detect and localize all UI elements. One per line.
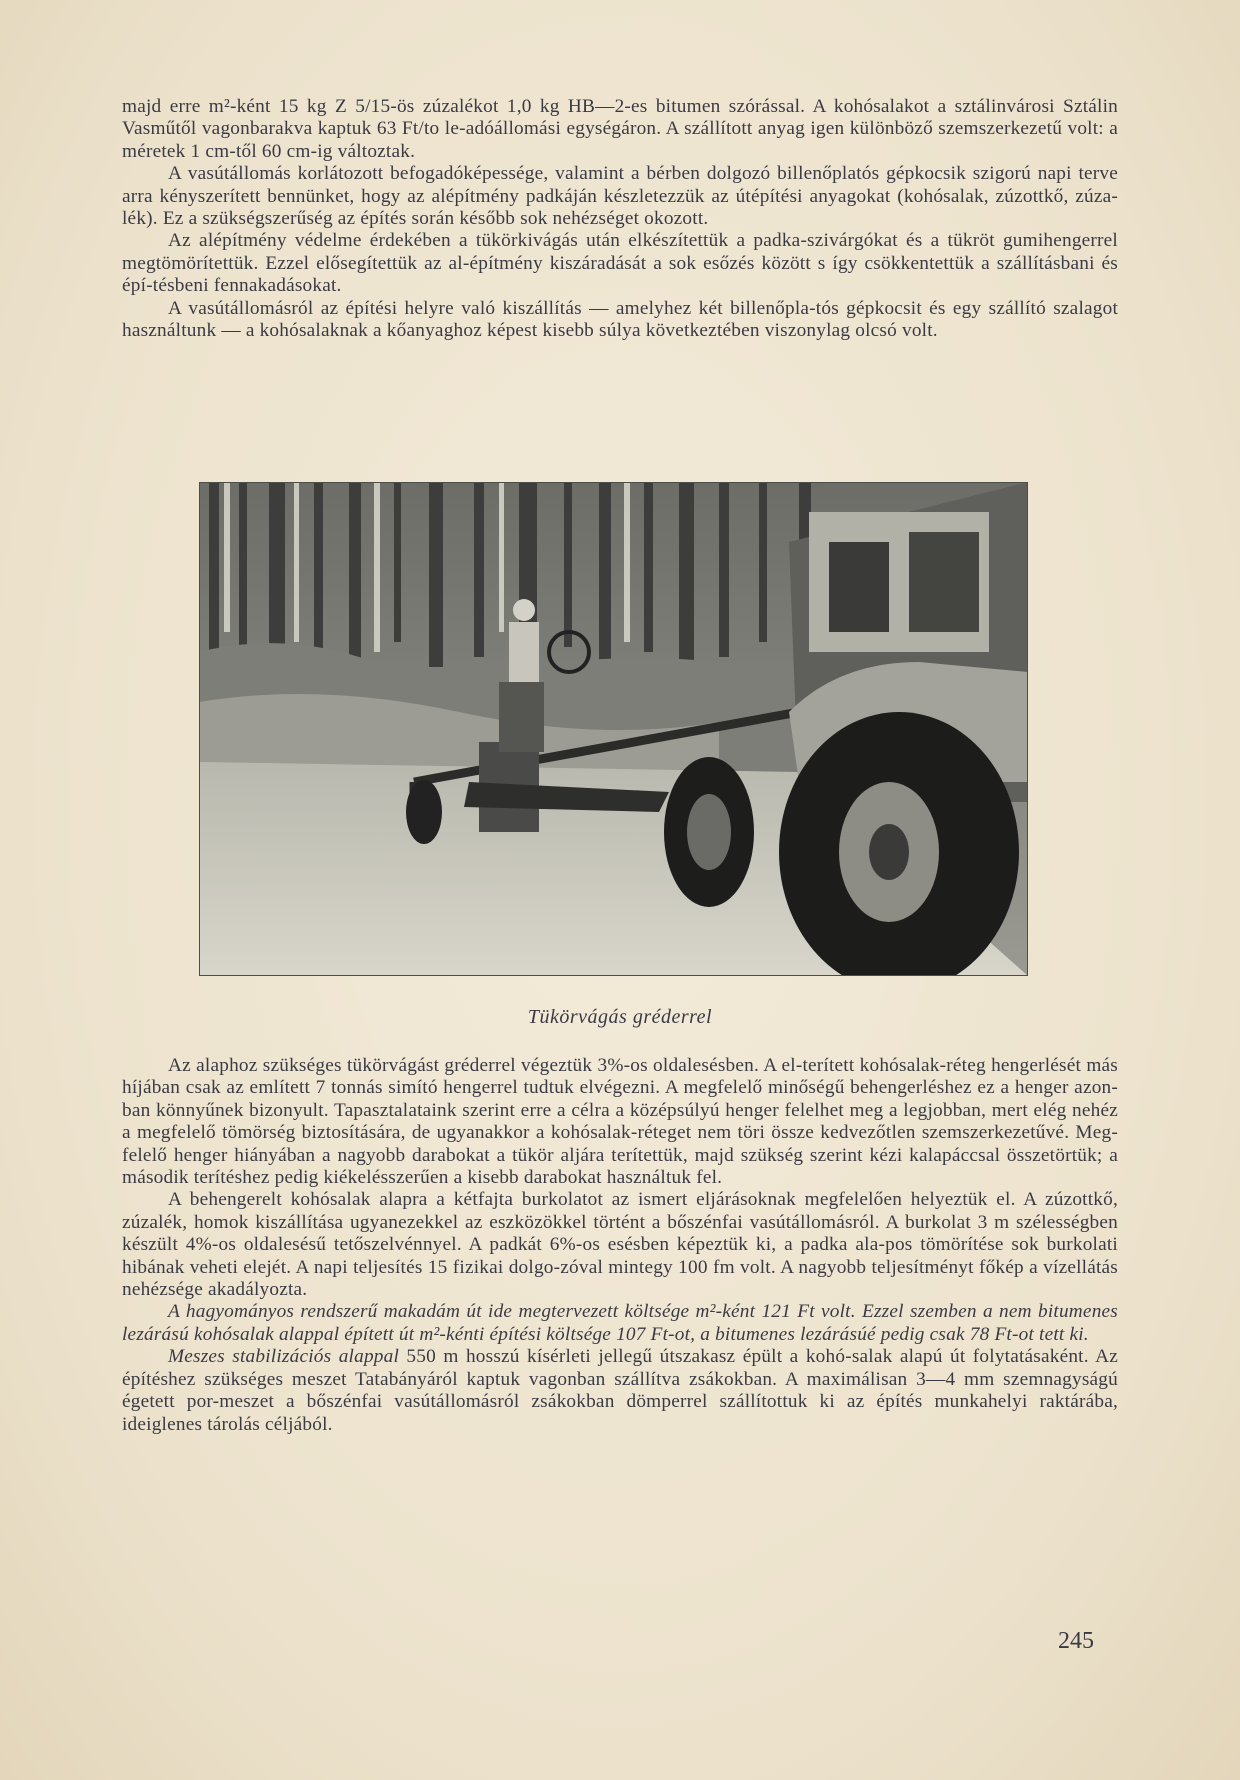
paragraph: A vasútállomásról az építési helyre való kiszállítás — amelyhez két billenőpla-tós gépkocsit és egy szállító szalagot használtunk — a kohósalaknak a kőanyaghoz képest kisebb súlya következtében viszonylag olcsó volt. — [122, 297, 1118, 342]
paragraph-italic: A hagyományos rendszerű makadám út ide megtervezett költsége m²-ként 121 Ft volt. Ezzel szemben a nem bitumenes lezárású kohósalak alappal épített út m²-kénti építési költsége 107 Ft-ot, a bitumenes lezárásúé pedig csak 78 Ft-ot tett ki. — [122, 1301, 1118, 1345]
top-text-block — [122, 96, 1118, 342]
paragraph — [122, 1346, 1118, 1436]
paragraph: A behengerelt kohósalak alapra a kétfajta burkolatot az ismert eljárásoknak megfelelően helyeztük el. A zúzottkő, zúzalék, homok kiszállítása ugyanezekkel az eszközökkel történt a bőszénfai vasútállomásról. A burkolat 3 m szélességben készült 4%-os oldalesésű tetőszelvénnyel. A padkát 6%-os esésben képeztük ki, a padka ala-pos tömörítése sok burkolati hibának veheti elejét. A napi teljesítés 15 fizikai dolgo-zóval mintegy 100 fm volt. A nagyobb teljesítményt főkép a vízellátás nehézsége akadályozta. — [122, 1189, 1118, 1301]
bottom-text-block — [122, 1055, 1118, 1436]
paragraph: majd erre m²-ként 15 kg Z 5/15-ös zúzalékot 1,0 kg HB—2-es bitumen szórással. A kohósalakot a sztálinvárosi Sztálin Vasműtől vagonbarakva kaptuk 63 Ft/to le-adóállomási egységáron. A szállított anyag igen különböző szemszerkezetű volt: a méretek 1 cm-től 60 cm-ig változtak. — [122, 96, 1118, 162]
grader-photo — [199, 482, 1028, 976]
grader-photo-illustration — [199, 482, 1028, 976]
photo-caption: Tükörvágás gréderrel — [527, 1006, 713, 1028]
page-number: 245 — [1058, 1628, 1094, 1654]
paragraph: A vasútállomás korlátozott befogadóképessége, valamint a bérben dolgozó billenőplatós gépkocsik szigorú napi terve arra kényszerített bennünket, hogy az alépítmény padkáján készletezzük az útépítési anyagokat (kohósalak, zúzottkő, zúza-lék). Ez a szükségszerűség az építés során később sok nehézséget okozott. — [122, 163, 1118, 230]
paragraph: Az alépítmény védelme érdekében a tükörkivágás után elkészítettük a padka-szivárgókat és a tükröt gumihengerrel megtömörítettük. Ezzel elősegítettük az al-építmény kiszáradását a sok esőzés között s így csökkentettük a szállításbani és épí-tésbeni fennakadásokat. — [122, 230, 1118, 297]
paragraph: Az alaphoz szükséges tükörvágást gréderrel végeztük 3%-os oldalesésben. A el-terített kohósalak-réteg hengerlését más híjában csak az említett 7 tonnás simító hengerrel tudtuk elvégezni. A megfelelő minőségű behengerléshez ez a henger azon-ban könnyűnek bizonyult. Tapasztalataink szerint erre a célra a középsúlyú henger felelhet meg a legjobban, mert elég nehéz a megfelelő tömörség biztosítására, de ugyanakkor a kohósalak-réteget nem töri össze kedvezőtlen szemszerkezetűvé. Meg-felelő henger hiányában a nagyobb darabokat a tükör aljára terítettük, majd szükség szerint kézi kalapáccsal összetörtük; a második terítéshez pedig kiékelésszerűen a kisebb darabokat használtuk fel. — [122, 1055, 1118, 1189]
paragraph-lead: Meszes stabilizációs alappal — [168, 1346, 400, 1368]
paragraph-body: 550 m hosszú kísérleti jellegű útszakasz épült a kohó-salak alapú út folytatásaként. Az építéshez szükséges meszet Tatabányáról kaptuk vagonban szállítva zsákokban. A maximálisan 3—4 mm szemnagyságú égetett por-meszet a bőszénfai vasútállomásról zsákokban dömperrel szállítottuk ki az építés munkahelyi raktárába, ideiglenes tárolás céljából. — [122, 1346, 1118, 1435]
